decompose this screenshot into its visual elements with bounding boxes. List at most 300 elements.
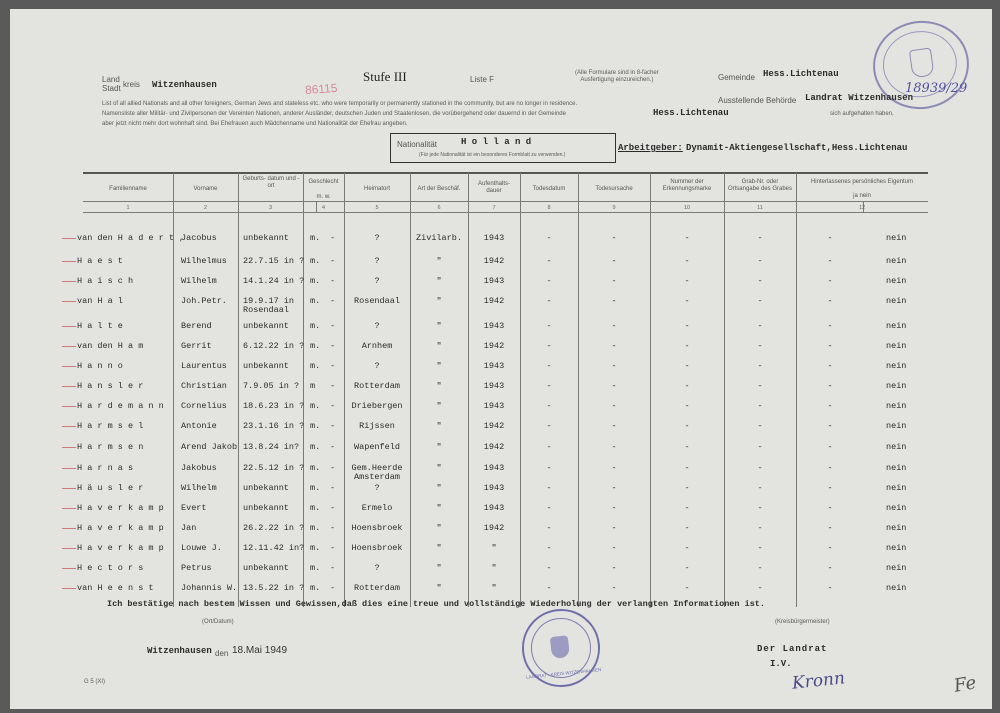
cell-geschlecht: m: [310, 381, 316, 391]
cell-geschlecht: m.: [310, 563, 321, 573]
nationality-box: [390, 133, 616, 163]
cell-heimatort: ?: [374, 483, 380, 493]
cell-geburtsdatum: unbekannt: [243, 563, 289, 573]
cell-vorname: Johannis W.: [181, 583, 238, 593]
cell-vorname: Wilhelm: [181, 483, 217, 493]
cell-heimatort: Rosendaal: [354, 296, 400, 306]
cell-geschlecht-w: -: [330, 463, 336, 473]
cell-vorname: Berend: [181, 321, 212, 331]
cell-geschlecht-w: -: [330, 563, 336, 573]
cell-eigentum-ja: -: [827, 563, 833, 573]
cell-todesdatum: -: [546, 401, 552, 411]
cell-geschlecht-w: -: [330, 296, 336, 306]
cell-art: ": [436, 296, 442, 306]
cell-geburtsdatum: 18.6.23 in ?: [243, 401, 305, 411]
col-number: 4: [321, 205, 326, 211]
cell-geschlecht-w: -: [330, 503, 336, 513]
cell-aufenthalt: 1943: [483, 276, 505, 286]
cell-geburtsdatum: 6.12.22 in ?: [243, 341, 305, 351]
cell-todesursache: -: [611, 341, 617, 351]
red-check-mark: [62, 346, 76, 347]
cell-todesursache: -: [611, 563, 617, 573]
cell-geschlecht-w: -: [330, 321, 336, 331]
cell-aufenthalt: 1943: [483, 321, 505, 331]
cell-vorname: Christian: [181, 381, 227, 391]
cell-geburtsdatum: unbekannt: [243, 233, 289, 243]
red-check-mark: [62, 488, 76, 489]
nationality-note: (Für jede Nationalität ist ein besonderes Formblatt zu verwenden.): [419, 152, 566, 158]
intro-gemeinde-value: Hess.Lichtenau: [653, 108, 729, 118]
cell-aufenthalt: ": [491, 543, 497, 553]
cell-eigentum-ja: -: [827, 523, 833, 533]
cell-heimatort: Rijssen: [359, 421, 395, 431]
employer-value: Dynamit-Aktiengesellschaft,Hess.Lichtenau: [686, 143, 908, 153]
cell-geburtsdatum: 12.11.42 in?: [243, 543, 305, 553]
confirmation-text: Ich bestätige nach bestem Wissen und Gewissen,daß dies eine treue und vollständige Wiederholung der verlangten Informationen ist.: [107, 599, 766, 609]
cell-familienname: H a r d e m a n n: [77, 401, 164, 411]
cell-aufenthalt: 1942: [483, 341, 505, 351]
cell-todesdatum: -: [546, 361, 552, 371]
cell-todesdatum: -: [546, 381, 552, 391]
intro-line-2-end: sich aufgehalten haben,: [830, 111, 894, 117]
cell-eigentum-nein: nein: [886, 341, 907, 351]
cell-eigentum-ja: -: [827, 276, 833, 286]
cell-eigentum-nein: nein: [886, 563, 907, 573]
handwritten-file-number: 18939/29: [905, 81, 968, 96]
cell-geschlecht: m.: [310, 361, 321, 371]
cell-grab: -: [757, 442, 763, 452]
cell-heimatort: ?: [374, 256, 380, 266]
col-header-vorname: Vorname: [193, 186, 218, 192]
col-header-geschlecht: Geschlecht: [308, 179, 339, 185]
cell-todesursache: -: [611, 361, 617, 371]
cell-art: ": [436, 276, 442, 286]
red-check-mark: [62, 386, 76, 387]
red-check-mark: [62, 468, 76, 469]
cell-vorname: Antonie: [181, 421, 217, 431]
cell-familienname: H a r n a s: [77, 463, 134, 473]
cell-erkennungsmarke: -: [684, 442, 690, 452]
cell-heimatort: Arnhem: [361, 341, 393, 351]
cell-heimatort: Hoensbroek: [351, 523, 403, 533]
col-number: 1: [126, 205, 130, 211]
cell-eigentum-ja: -: [827, 381, 833, 391]
cell-geschlecht: m.: [310, 442, 321, 452]
cell-geschlecht-w: -: [330, 341, 336, 351]
cell-erkennungsmarke: -: [684, 321, 690, 331]
cell-heimatort: Ermelo: [361, 503, 393, 513]
col-header-erkennungsmarke: Nummer der Erkennungsmarke: [662, 179, 712, 192]
cell-art: ": [436, 503, 442, 513]
cell-art: ": [436, 361, 442, 371]
signature: Kronn: [791, 668, 846, 694]
cell-vorname: Jan: [181, 523, 197, 533]
cell-familienname: H a e s t: [77, 256, 123, 266]
cell-eigentum-ja: -: [827, 463, 833, 473]
cell-todesursache: -: [611, 583, 617, 593]
official-round-stamp: [518, 605, 604, 691]
cell-todesursache: -: [611, 256, 617, 266]
cell-todesdatum: -: [546, 321, 552, 331]
red-check-mark: [62, 261, 76, 262]
form-code: G 5 (XI): [84, 679, 106, 685]
cell-heimatort: Wapenfeld: [354, 442, 400, 452]
cell-geburtsdatum: 22.7.15 in ?: [243, 256, 305, 266]
red-check-mark: [62, 406, 76, 407]
cell-art: ": [436, 256, 442, 266]
cell-grab: -: [757, 321, 763, 331]
cell-erkennungsmarke: -: [684, 276, 690, 286]
kreis-value: Witzenhausen: [152, 80, 217, 90]
cell-erkennungsmarke: -: [684, 381, 690, 391]
cell-grab: -: [757, 256, 763, 266]
land-label: Land: [102, 75, 120, 84]
cell-aufenthalt: 1943: [483, 381, 505, 391]
cell-geburtsdatum: 13.5.22 in ?: [243, 583, 305, 593]
cell-vorname: Laurentus: [181, 361, 227, 371]
cell-eigentum-ja: -: [827, 583, 833, 593]
cell-heimatort: ?: [374, 276, 380, 286]
red-check-mark: [62, 528, 76, 529]
cell-familienname: H a r m s e l: [77, 421, 144, 431]
cell-eigentum-ja: -: [827, 296, 833, 306]
signature-role-label: (Kreisbürgermeister): [775, 619, 830, 625]
cell-geschlecht-w: -: [330, 256, 336, 266]
cell-grab: -: [757, 381, 763, 391]
cell-todesdatum: -: [546, 256, 552, 266]
col-header-geschlecht-sub: m. w.: [316, 194, 331, 200]
cell-todesursache: -: [611, 442, 617, 452]
cell-todesursache: -: [611, 523, 617, 533]
cell-todesdatum: -: [546, 233, 552, 243]
cell-geschlecht: m.: [310, 276, 321, 286]
cell-familienname: van den H a m: [77, 341, 144, 351]
cell-art: Zivilarb.: [416, 233, 462, 243]
cell-geschlecht: m.: [310, 543, 321, 553]
cell-aufenthalt: ": [491, 583, 497, 593]
cell-aufenthalt: 1942: [483, 296, 505, 306]
table-header-rule: [83, 201, 928, 202]
employer-label: Arbeitgeber:: [618, 143, 683, 153]
cell-familienname: H a l t e: [77, 321, 123, 331]
cell-todesdatum: -: [546, 583, 552, 593]
cell-grab: -: [757, 361, 763, 371]
document-page: [10, 9, 992, 709]
den-label: den: [215, 649, 229, 658]
cell-aufenthalt: 1942: [483, 256, 505, 266]
cell-art: ": [436, 381, 442, 391]
cell-geschlecht: m.: [310, 463, 321, 473]
cell-eigentum-nein: nein: [886, 463, 907, 473]
cell-eigentum-ja: -: [827, 256, 833, 266]
cell-grab: -: [757, 401, 763, 411]
cell-familienname: H a n s l e r: [77, 381, 144, 391]
intro-line-1: List of all allied Nationals and all other foreigners, German Jews and stateless etc. who were temporarily or permanently stationed in the community, but are no longer in residence.: [102, 101, 578, 107]
cell-heimatort: Hoensbroek: [351, 543, 403, 553]
cell-heimatort-line2: Amsterdam: [354, 472, 400, 482]
cell-eigentum-ja: -: [827, 503, 833, 513]
cell-eigentum-nein: nein: [886, 233, 907, 243]
kreis-label: kreis: [123, 80, 140, 89]
cell-erkennungsmarke: -: [684, 543, 690, 553]
col-header-geburtsdatum: Geburts- datum und -ort: [242, 176, 300, 189]
cell-familienname: van H a l: [77, 296, 123, 306]
cell-geschlecht-w: -: [330, 276, 336, 286]
cell-todesursache: -: [611, 421, 617, 431]
cell-eigentum-nein: nein: [886, 401, 907, 411]
cell-grab: -: [757, 421, 763, 431]
cell-geschlecht: m.: [310, 583, 321, 593]
cell-aufenthalt: 1942: [483, 523, 505, 533]
cell-heimatort: Gem.Heerde: [351, 463, 403, 473]
cell-heimatort: Driebergen: [351, 401, 403, 411]
cell-geschlecht-w: -: [330, 523, 336, 533]
cell-todesursache: -: [611, 381, 617, 391]
cell-todesdatum: -: [546, 503, 552, 513]
cell-todesursache: -: [611, 321, 617, 331]
cell-eigentum-nein: nein: [886, 276, 907, 286]
cell-todesdatum: -: [546, 543, 552, 553]
cell-geburtsdatum: 13.8.24 in?: [243, 442, 300, 452]
cell-geschlecht-w: -: [330, 421, 336, 431]
cell-familienname: van H e e n s t: [77, 583, 154, 593]
cell-art: ": [436, 421, 442, 431]
cell-eigentum-nein: nein: [886, 503, 907, 513]
cell-erkennungsmarke: -: [684, 421, 690, 431]
cell-heimatort: ?: [374, 321, 380, 331]
cell-geburtsdatum: 14.1.24 in ?: [243, 276, 305, 286]
cell-familienname: H a n n o: [77, 361, 123, 371]
table-top-rule: [83, 172, 928, 174]
cell-todesursache: -: [611, 401, 617, 411]
cell-art: ": [436, 401, 442, 411]
cell-todesursache: -: [611, 543, 617, 553]
ausstellende-value: Landrat Witzenhausen: [805, 93, 914, 103]
cell-geschlecht: m.: [310, 421, 321, 431]
cell-heimatort: ?: [374, 563, 380, 573]
iv-value: I.V.: [770, 659, 792, 669]
cell-geschlecht-w: -: [330, 381, 336, 391]
cell-vorname: Louwe J.: [181, 543, 222, 553]
cell-familienname: H e c t o r s: [77, 563, 144, 573]
authority-value: Der Landrat: [757, 644, 828, 654]
form-note-line1: (Alle Formulare sind in 8-facher: [575, 70, 659, 76]
cell-erkennungsmarke: -: [684, 341, 690, 351]
cell-grab: -: [757, 483, 763, 493]
col-number: 11: [757, 205, 763, 211]
cell-eigentum-nein: nein: [886, 321, 907, 331]
col-number: 6: [437, 205, 441, 211]
cell-erkennungsmarke: -: [684, 361, 690, 371]
cell-geschlecht: m.: [310, 256, 321, 266]
ausstellende-label: Ausstellende Behörde: [718, 96, 797, 105]
gemeinde-label: Gemeinde: [718, 73, 755, 82]
col-number: 3: [268, 205, 273, 211]
cell-eigentum-nein: nein: [886, 256, 907, 266]
cell-geschlecht: m.: [310, 321, 321, 331]
nationality-value: H o l l a n d: [461, 137, 532, 147]
red-check-mark: [62, 238, 76, 239]
cell-familienname: H a r m s e n: [77, 442, 144, 452]
cell-aufenthalt: 1943: [483, 463, 505, 473]
cell-art: ": [436, 543, 442, 553]
place-date-label: (Ort/Datum): [202, 619, 234, 625]
cell-todesdatum: -: [546, 523, 552, 533]
red-check-mark: [62, 366, 76, 367]
red-check-mark: [62, 588, 76, 589]
cell-heimatort: ?: [374, 361, 380, 371]
cell-eigentum-ja: -: [827, 233, 833, 243]
cell-eigentum-nein: nein: [886, 583, 907, 593]
cell-geschlecht: m.: [310, 483, 321, 493]
cell-todesdatum: -: [546, 421, 552, 431]
cell-geschlecht-w: -: [330, 543, 336, 553]
cell-vorname: Evert: [181, 503, 207, 513]
cell-familienname: H a v e r k a m p: [77, 543, 164, 553]
col-header-aufenthalt: Aufenthalts- dauer: [477, 181, 511, 194]
cell-geschlecht: m.: [310, 503, 321, 513]
cell-aufenthalt: 1943: [483, 361, 505, 371]
cell-grab: -: [757, 563, 763, 573]
cell-erkennungsmarke: -: [684, 463, 690, 473]
col-header-heimatort: Heimatort: [363, 186, 390, 192]
cell-eigentum-nein: nein: [886, 361, 907, 371]
cell-geschlecht: m.: [310, 401, 321, 411]
cell-familienname: H a v e r k a m p: [77, 503, 164, 513]
cell-aufenthalt: 1943: [483, 503, 505, 513]
cell-todesursache: -: [611, 503, 617, 513]
cell-geschlecht-w: -: [330, 583, 336, 593]
cell-erkennungsmarke: -: [684, 583, 690, 593]
cell-eigentum-nein: nein: [886, 421, 907, 431]
col-number: 2: [203, 205, 208, 211]
cell-art: ": [436, 341, 442, 351]
cell-heimatort: Rotterdam: [354, 583, 400, 593]
col-header-familienname: Familienname: [109, 186, 147, 192]
cell-grab: -: [757, 523, 763, 533]
cell-todesursache: -: [611, 463, 617, 473]
cell-heimatort: Rotterdam: [354, 381, 400, 391]
cell-eigentum-nein: nein: [886, 543, 907, 553]
col-number: 5: [375, 205, 379, 211]
cell-geschlecht-w: -: [330, 361, 336, 371]
cell-erkennungsmarke: -: [684, 401, 690, 411]
cell-art: ": [436, 563, 442, 573]
cell-todesdatum: -: [546, 341, 552, 351]
cell-erkennungsmarke: -: [684, 483, 690, 493]
cell-vorname: Cornelius: [181, 401, 227, 411]
cell-eigentum-ja: -: [827, 421, 833, 431]
cell-vorname: Jakobus: [181, 463, 217, 473]
cell-geschlecht-w: -: [330, 401, 336, 411]
cell-grab: -: [757, 296, 763, 306]
cell-vorname: Jacobus: [181, 233, 217, 243]
cell-eigentum-ja: -: [827, 483, 833, 493]
col-header-todesursache: Todesursache: [595, 186, 633, 192]
cell-geburtsdatum: 22.5.12 in ?: [243, 463, 305, 473]
cell-vorname: Wilhelmus: [181, 256, 227, 266]
cell-todesdatum: -: [546, 276, 552, 286]
cell-aufenthalt: 1943: [483, 233, 505, 243]
col-number: 10: [683, 205, 691, 211]
cell-erkennungsmarke: -: [684, 503, 690, 513]
cell-eigentum-nein: nein: [886, 523, 907, 533]
col-number: 9: [612, 205, 616, 211]
cell-familienname: H ä u s l e r: [77, 483, 144, 493]
cell-grab: -: [757, 543, 763, 553]
cell-art: ": [436, 442, 442, 452]
cell-art: ": [436, 483, 442, 493]
cell-todesursache: -: [611, 276, 617, 286]
cell-grab: -: [757, 463, 763, 473]
cell-aufenthalt: 1942: [483, 442, 505, 452]
cell-geburtsdatum: 19.9.17 in: [243, 296, 295, 306]
col-number: 12: [858, 205, 866, 211]
liste-title: Liste F: [470, 75, 495, 84]
cell-vorname: Wilhelm: [181, 276, 217, 286]
cell-todesdatum: -: [546, 296, 552, 306]
red-archive-number: 86115: [304, 80, 338, 98]
red-check-mark: [62, 568, 76, 569]
cell-aufenthalt: 1943: [483, 483, 505, 493]
cell-eigentum-ja: -: [827, 401, 833, 411]
red-check-mark: [62, 281, 76, 282]
col-number: 7: [492, 205, 496, 211]
cell-erkennungsmarke: -: [684, 563, 690, 573]
cell-eigentum-ja: -: [827, 543, 833, 553]
stufe-title: Stufe III: [363, 69, 407, 84]
col-header-art: Art der Beschäf.: [417, 186, 461, 192]
intro-line-2: Namensliste aller Militär- und Zivilpersonen der Vereinten Nationen, anderer Ausländer, deutschen Juden und Staatenlosen, die vorübergehend oder dauernd in der Gemeinde: [102, 111, 566, 117]
cell-grab: -: [757, 583, 763, 593]
place-value: Witzenhausen: [147, 646, 212, 656]
corner-initials: Fe: [952, 672, 978, 697]
cell-geburtsdatum: unbekannt: [243, 321, 289, 331]
cell-art: ": [436, 321, 442, 331]
cell-todesdatum: -: [546, 463, 552, 473]
col-header-eigentum-sub: ja nein: [853, 193, 871, 199]
cell-familienname: H a i s c h: [77, 276, 134, 286]
cell-eigentum-ja: -: [827, 341, 833, 351]
intro-line-3: aber jetzt nicht mehr dort wohnhaft sind. Bei Ehefrauen auch Mädchenname und Nationalität der Ehefrau angeben.: [102, 121, 408, 127]
cell-eigentum-nein: nein: [886, 296, 907, 306]
cell-eigentum-ja: -: [827, 361, 833, 371]
cell-geschlecht: m.: [310, 523, 321, 533]
col-header-todesdatum: Todesdatum: [532, 186, 566, 192]
col-header-eigentum: Hinterlassenes persönliches Eigentum: [810, 179, 914, 185]
cell-eigentum-ja: -: [827, 321, 833, 331]
cell-grab: -: [757, 233, 763, 243]
cell-todesursache: -: [611, 296, 617, 306]
cell-familienname: H a v e r k a m p: [77, 523, 164, 533]
cell-geschlecht-w: -: [330, 233, 336, 243]
cell-geschlecht: m.: [310, 341, 321, 351]
red-check-mark: [62, 426, 76, 427]
cell-geburtsdatum: unbekannt: [243, 483, 289, 493]
col-number: 8: [547, 205, 551, 211]
red-check-mark: [62, 508, 76, 509]
cell-todesdatum: -: [546, 442, 552, 452]
cell-erkennungsmarke: -: [684, 523, 690, 533]
cell-geburtsort: Rosendaal: [243, 305, 289, 315]
cell-art: ": [436, 463, 442, 473]
stamp-text: LANDRAT • KREIS WITZENHAUSEN: [525, 666, 602, 680]
cell-familienname: van den H a d e r t ,: [77, 233, 185, 243]
cell-art: ": [436, 583, 442, 593]
cell-eigentum-nein: nein: [886, 381, 907, 391]
cell-vorname: Gerrit: [181, 341, 212, 351]
cell-geburtsdatum: 26.2.22 in ?: [243, 523, 305, 533]
